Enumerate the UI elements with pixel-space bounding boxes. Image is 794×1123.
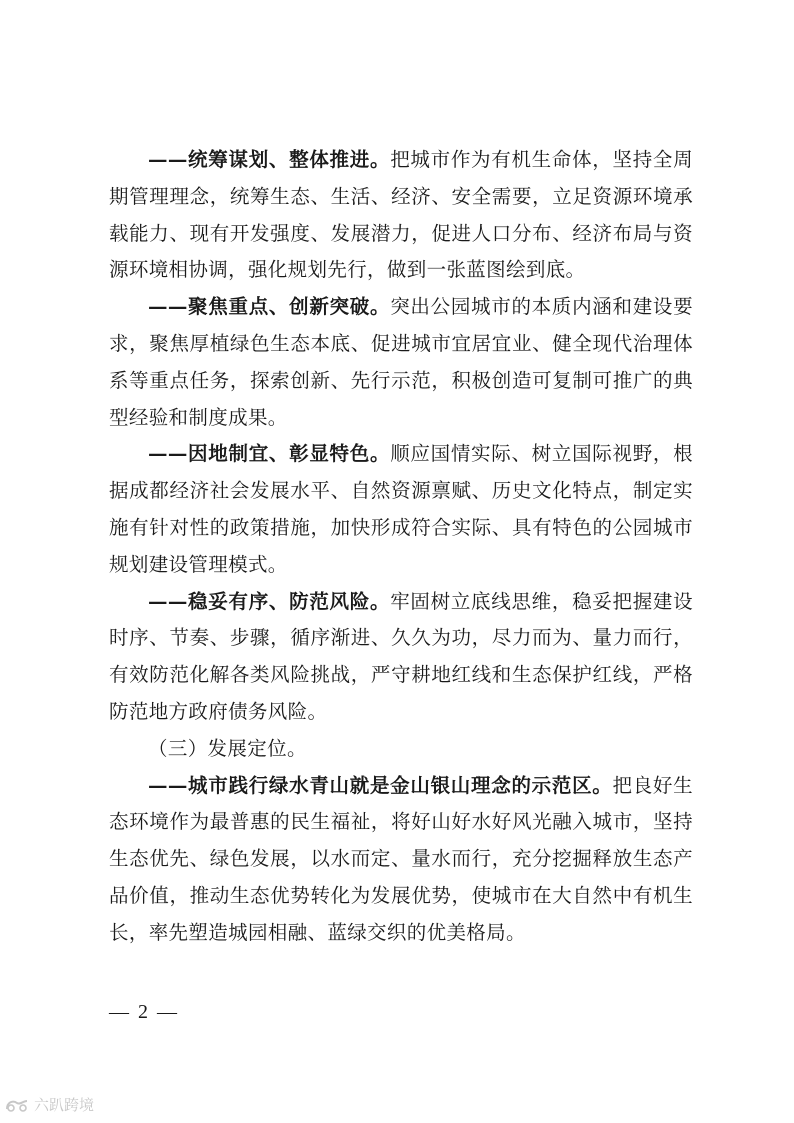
paragraph-4-lead: ——稳妥有序、防范风险。 [148, 589, 391, 613]
paragraph-5-text: 把良好生态环境作为最普惠的民生福祉，将好山好水好风光融入城市，坚持生态优先、绿色发展，以水而定、量水而行，充分挖掘释放生态产品价值，推动生态优势转化为发展优势，使城市在大自然中有机生长，率先塑造城园相融、蓝绿交织的优美格局。 [109, 773, 693, 944]
paragraph-2-text: 突出公园城市的本质内涵和建设要求，聚焦厚植绿色生态本底、促进城市宜居宜业、健全现代治理体系等重点任务，探索创新、先行示范，积极创造可复制可推广的典型经验和制度成果。 [109, 295, 693, 429]
page-number: — 2 — [109, 1001, 179, 1023]
paragraph-4 [109, 584, 693, 731]
watermark [4, 1094, 94, 1115]
paragraph-2 [109, 289, 693, 436]
paragraph-1-lead: ——统筹谋划、整体推进。 [148, 148, 391, 171]
paragraph-1 [109, 142, 693, 289]
paragraph-5 [109, 768, 693, 952]
paragraph-3 [109, 436, 693, 583]
paragraph-3-text: 顺应国情实际、树立国际视野，根据成都经济社会发展水平、自然资源禀赋、历史文化特点，制定实施有针对性的政策措施，加快形成符合实际、具有特色的公园城市规划建设管理模式。 [109, 442, 693, 576]
document-body [109, 142, 693, 952]
section-heading: （三）发展定位。 [148, 736, 307, 760]
paragraph-2-lead: ——聚焦重点、创新突破。 [148, 295, 391, 319]
logo-icon [4, 1097, 30, 1113]
paragraph-5-lead: ——城市践行绿水青山就是金山银山理念的示范区。 [148, 773, 613, 797]
watermark-text: 六趴跨境 [34, 1096, 95, 1114]
paragraph-4-text: 牢固树立底线思维，稳妥把握建设时序、节奏、步骤，循序渐进、久久为功，尽力而为、量力而行，有效防范化解各类风险挑战，严守耕地红线和生态保护红线，严格防范地方政府债务风险。 [109, 589, 693, 723]
paragraph-1-text: 把城市作为有机生命体，坚持全周期管理理念，统筹生态、生活、经济、安全需要，立足资源环境承载能力、现有开发强度、发展潜力，促进人口分布、经济布局与资源环境相协调，强化规划先行，做到一张蓝图绘到底。 [109, 148, 693, 282]
paragraph-3-lead: ——因地制宜、彰显特色。 [148, 442, 391, 466]
